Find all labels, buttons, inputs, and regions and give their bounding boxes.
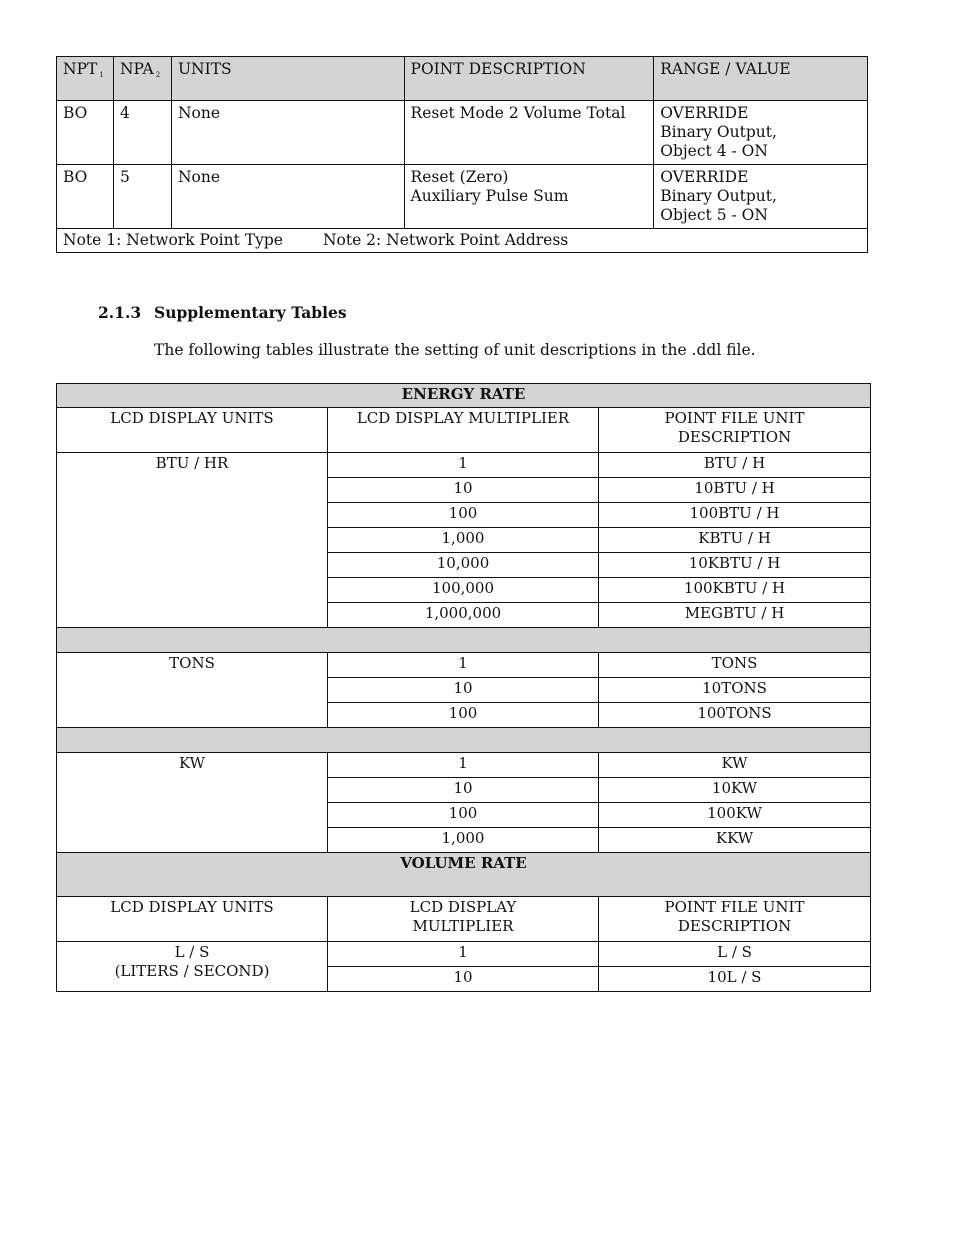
cell-multiplier: 1 <box>328 942 599 967</box>
table-row <box>57 453 871 478</box>
supplementary-units-table <box>56 383 871 992</box>
unit-kw: KW <box>57 753 328 853</box>
separator-row <box>57 728 871 753</box>
separator-cell <box>57 628 871 653</box>
cell-unit-description: 100TONS <box>599 703 871 728</box>
cell-multiplier: 1 <box>328 753 599 778</box>
cell-units: None <box>171 165 404 229</box>
cell-unit-description: MEGBTU / H <box>599 603 871 628</box>
cell-unit-description: 10BTU / H <box>599 478 871 503</box>
cell-multiplier: 100 <box>328 503 599 528</box>
cell-multiplier: 10 <box>328 678 599 703</box>
table-header-row <box>57 408 871 453</box>
header-npt: NPT $_1$ <box>57 57 114 101</box>
unit-btu-hr: BTU / HR <box>57 453 328 628</box>
cell-range: OVERRIDE Binary Output, Object 5 - ON <box>654 165 868 229</box>
volume-rate-title: VOLUME RATE <box>57 853 871 897</box>
cell-unit-description: 10KBTU / H <box>599 553 871 578</box>
table-notes: Note 1: Network Point Type Note 2: Network Point Address <box>57 229 868 253</box>
cell-unit-description: KBTU / H <box>599 528 871 553</box>
cell-multiplier: 10,000 <box>328 553 599 578</box>
header-lcd-display-multiplier: LCD DISPLAY MULTIPLIER <box>328 897 599 942</box>
cell-npa: 4 <box>113 101 171 165</box>
table-note-row <box>57 229 868 253</box>
header-point-file-unit-description: POINT FILE UNIT DESCRIPTION <box>599 897 871 942</box>
cell-npt: BO <box>57 101 114 165</box>
cell-multiplier: 100,000 <box>328 578 599 603</box>
header-units: UNITS <box>171 57 404 101</box>
section-heading: 2.1.3 Supplementary Tables <box>98 303 347 322</box>
cell-unit-description: KKW <box>599 828 871 853</box>
separator-cell <box>57 728 871 753</box>
cell-multiplier: 10 <box>328 478 599 503</box>
cell-multiplier: 1,000 <box>328 528 599 553</box>
table-row <box>57 101 868 165</box>
cell-unit-description: 100KW <box>599 803 871 828</box>
cell-description: Reset (Zero) Auxiliary Pulse Sum <box>404 165 654 229</box>
cell-unit-description: BTU / H <box>599 453 871 478</box>
table-row <box>57 653 871 678</box>
header-point-file-unit-description: POINT FILE UNIT DESCRIPTION <box>599 408 871 453</box>
cell-multiplier: 100 <box>328 703 599 728</box>
cell-multiplier: 1,000,000 <box>328 603 599 628</box>
header-npa: NPA $_2$ <box>113 57 171 101</box>
cell-units: None <box>171 101 404 165</box>
cell-multiplier: 10 <box>328 967 599 992</box>
cell-npa: 5 <box>113 165 171 229</box>
cell-unit-description: L / S <box>599 942 871 967</box>
cell-unit-description: 100KBTU / H <box>599 578 871 603</box>
cell-unit-description: KW <box>599 753 871 778</box>
cell-multiplier: 1 <box>328 453 599 478</box>
cell-multiplier: 100 <box>328 803 599 828</box>
cell-unit-description: 10KW <box>599 778 871 803</box>
header-range-value: RANGE / VALUE <box>654 57 868 101</box>
volume-rate-title-row <box>57 853 871 897</box>
energy-rate-title-row <box>57 384 871 408</box>
cell-multiplier: 1,000 <box>328 828 599 853</box>
table-header-row <box>57 57 868 101</box>
table-row <box>57 753 871 778</box>
cell-description: Reset Mode 2 Volume Total <box>404 101 654 165</box>
cell-unit-description: 10TONS <box>599 678 871 703</box>
header-lcd-display-units: LCD DISPLAY UNITS <box>57 897 328 942</box>
cell-unit-description: TONS <box>599 653 871 678</box>
cell-multiplier: 1 <box>328 653 599 678</box>
cell-unit-description: 10L / S <box>599 967 871 992</box>
separator-row <box>57 628 871 653</box>
section-intro: The following tables illustrate the setting of unit descriptions in the .ddl file. <box>154 341 756 359</box>
unit-liters-per-second: L / S (LITERS / SECOND) <box>57 942 328 992</box>
cell-npt: BO <box>57 165 114 229</box>
network-points-table <box>56 56 868 253</box>
cell-unit-description: 100BTU / H <box>599 503 871 528</box>
header-lcd-display-units: LCD DISPLAY UNITS <box>57 408 328 453</box>
table-header-row <box>57 897 871 942</box>
header-point-description: POINT DESCRIPTION <box>404 57 654 101</box>
table-row <box>57 165 868 229</box>
unit-tons: TONS <box>57 653 328 728</box>
cell-range: OVERRIDE Binary Output, Object 4 - ON <box>654 101 868 165</box>
energy-rate-title: ENERGY RATE <box>57 384 871 408</box>
table-row <box>57 942 871 967</box>
cell-multiplier: 10 <box>328 778 599 803</box>
header-lcd-display-multiplier: LCD DISPLAY MULTIPLIER <box>328 408 599 453</box>
